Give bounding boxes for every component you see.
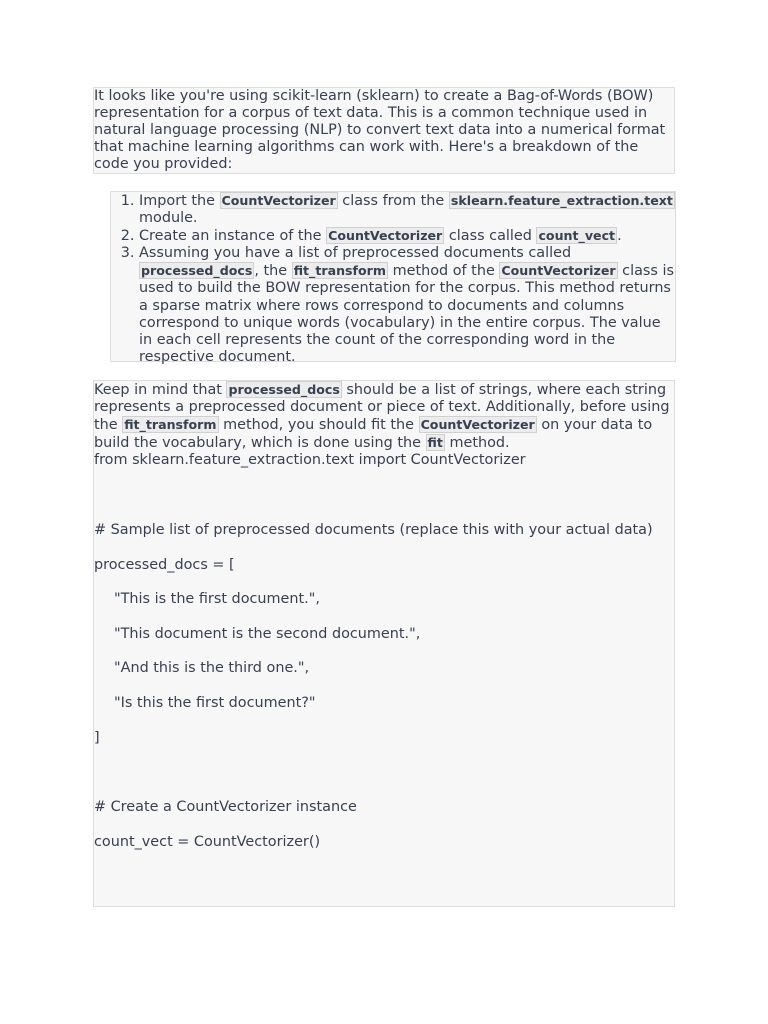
code-import-line: from sklearn.feature_extraction.text import CountVectorizer	[94, 452, 526, 469]
inline-code: fit_transform	[293, 263, 387, 279]
inline-code: processed_docs	[228, 382, 340, 397]
steps-list-box	[110, 191, 676, 365]
intro-text: It looks like you're using scikit-learn (sklearn) to create a Bag-of-Words (BOW) representation for a corpus of text data. This is a common technique used in natural language processing (NLP) to convert text data into a numerical format that machine learning algorithms can work with. Here's a breakdown of the code you provided:	[94, 88, 666, 173]
inline-code: count_vect	[538, 228, 616, 244]
inline-code: CountVectorizer	[501, 263, 616, 279]
outro-text: on your data to build the vocabulary, which is done using the	[94, 417, 653, 452]
inline-code: fit_transform	[124, 417, 217, 433]
code-docs-open: processed_docs = [	[94, 556, 235, 573]
step-text: class from the	[337, 193, 449, 209]
code-doc-line: "And this is the third one.",	[114, 660, 310, 677]
steps-list	[111, 192, 675, 366]
step-text: module.	[139, 210, 198, 227]
step-text: class called	[444, 228, 537, 245]
code-doc-line: "This document is the second document.",	[114, 625, 421, 642]
inline-code: CountVectorizer	[328, 228, 443, 244]
outro-text: method, you should fit the	[218, 417, 419, 434]
inline-code: sklearn.feature_extraction.text	[450, 193, 673, 208]
step-item	[139, 227, 675, 245]
inline-code: fit	[427, 435, 443, 451]
code-docs-close: ]	[94, 729, 100, 746]
outro-paragraph	[94, 381, 674, 452]
inline-code: CountVectorizer	[221, 193, 336, 208]
step-text: Assuming you have a list of preprocessed documents called	[139, 245, 572, 262]
code-create-line: count_vect = CountVectorizer()	[94, 833, 321, 850]
step-item	[139, 192, 675, 227]
outro-text: method.	[444, 435, 510, 452]
step-text: Import the	[139, 193, 220, 209]
intro-paragraph	[93, 87, 675, 174]
outro-block	[93, 380, 675, 907]
step-text: Create an instance of the	[139, 228, 327, 245]
step-text: , the	[254, 263, 292, 280]
step-text: method of the	[388, 263, 500, 280]
code-doc-line: "This is the first document.",	[114, 591, 320, 608]
outro-text: Keep in mind that	[94, 382, 227, 398]
inline-code: processed_docs	[141, 263, 253, 279]
code-comment-create: # Create a CountVectorizer instance	[94, 799, 357, 816]
inline-code: CountVectorizer	[420, 417, 535, 433]
step-item	[139, 245, 675, 366]
code-comment-sample: # Sample list of preprocessed documents (replace this with your actual data)	[94, 521, 653, 538]
code-doc-line: "Is this the first document?"	[114, 694, 316, 711]
step-text: class is used to build the BOW representation for the corpus. This method returns a sparse matrix where rows correspond to documents and columns correspond to unique words (vocabulary) in the entire corpus. The value in each cell represents the count of the corresponding word in the respective document.	[139, 263, 674, 365]
step-text: .	[617, 228, 622, 245]
outro-text: should be a list of strings, where each string represents a preprocessed document or piece of text. Additionally, before using the	[94, 382, 670, 434]
